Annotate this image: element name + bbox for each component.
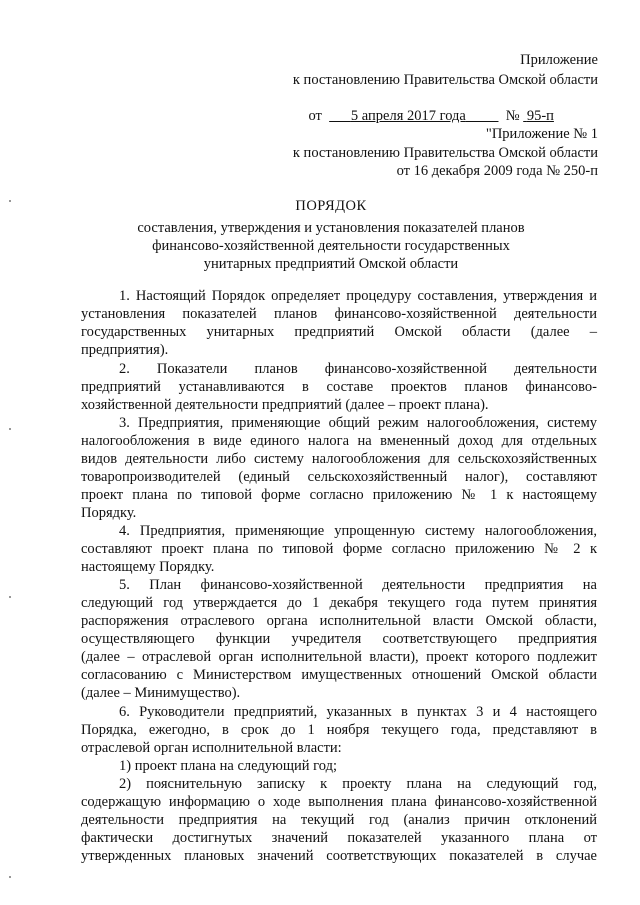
doc-subtitle-2: финансово-хозяйственной деятельности государственных (152, 238, 510, 254)
para-2-line-2: предприятий устанавливаются в составе проектов планов финансово- (81, 379, 597, 395)
para-1-line-2: установления показателей планов финансово-хозяйственной деятельности (81, 306, 597, 322)
para-3-line-1: 3. Предприятия, применяющие общий режим налогообложения, систему (119, 415, 597, 431)
scan-speck (9, 876, 11, 878)
header-date: 5 апреля 2017 года (350, 108, 466, 124)
para-6-item-2-line-4: фактически достигнутых значений показателей указанного плана от (81, 830, 597, 846)
scan-speck (9, 428, 11, 430)
para-4-line-2: составляют проект плана по типовой форме согласно приложению № 2 к (81, 541, 597, 557)
doc-title: ПОРЯДОК (295, 198, 367, 214)
header-number: 95-п (526, 108, 554, 124)
doc-subtitle-3: унитарных предприятий Омской области (203, 256, 459, 272)
doc-subtitle-1: составления, утверждения и установления показателей планов (137, 220, 525, 236)
para-3-line-4: товаропроизводителей (единый сельскохозяйственный налог), составляют (81, 469, 597, 485)
scan-speck (9, 200, 11, 202)
para-5-line-6: согласованию с Министерством имущественных отношений Омской области (81, 667, 597, 683)
para-1-line-3: государственных унитарных предприятий Омской области (далее – (81, 324, 597, 340)
para-1-line-1: 1. Настоящий Порядок определяет процедуру составления, утверждения и (119, 288, 597, 304)
prev-appendix: "Приложение № 1 (485, 126, 598, 142)
para-2-line-3: хозяйственной деятельности предприятий (далее – проект плана). (81, 397, 489, 413)
prev-resolution: к постановлению Правительства Омской области (292, 145, 598, 161)
para-6-item-2-line-3: деятельности предприятия на текущий год (анализ причин отклонений (81, 812, 597, 828)
para-6-line-2: Порядка, ежегодно, в срок до 1 ноября текущего года, представляют в (81, 722, 597, 738)
para-5-line-3: распоряжения отраслевого органа исполнительной власти Омской области, (81, 613, 597, 629)
para-5-line-2: следующий год утверждается до 1 декабря текущего года путем принятия (81, 595, 597, 611)
para-6-line-3: отраслевой орган исполнительной власти: (81, 740, 342, 756)
para-3-line-2: налогообложения в виде единого налога на вмененный доход для отдельных (81, 433, 597, 449)
para-4-line-3: настоящему Порядку. (81, 559, 215, 575)
para-5-line-1: 5. План финансово-хозяйственной деятельности предприятия на (119, 577, 597, 593)
para-5-line-5: (далее – отраслевой орган исполнительной власти), проект которого подлежит (81, 649, 597, 665)
para-6-item-2-line-5: утвержденных плановых значений соответствующих показателей в случае (81, 848, 597, 864)
para-6-item-2-line-1: 2) пояснительную записку к проекту плана на следующий год, (119, 776, 597, 792)
para-2-line-1: 2. Показатели планов финансово-хозяйственной деятельности (119, 361, 597, 377)
header-ot: от (308, 108, 322, 124)
para-6-item-2-line-2: содержащую информацию о ходе выполнения плана финансово-хозяйственной (81, 794, 597, 810)
header-resolution: к постановлению Правительства Омской области (292, 72, 598, 88)
prev-date: от 16 декабря 2009 года № 250-п (396, 163, 598, 179)
para-6-line-1: 6. Руководители предприятий, указанных в пунктах 3 и 4 настоящего (119, 704, 597, 720)
scan-speck (9, 596, 11, 598)
para-3-line-6: Порядку. (81, 505, 137, 521)
para-5-line-4: осуществляющего функции учредителя соответствующего предприятия (81, 631, 597, 647)
para-3-line-3: видов деятельности либо систему налогообложения для сельскохозяйственных (81, 451, 597, 467)
para-6-item-1: 1) проект плана на следующий год; (119, 758, 337, 774)
header-no: № (505, 108, 520, 124)
header-appendix: Приложение (520, 52, 598, 68)
para-3-line-5: проект плана по типовой форме согласно приложению № 1 к настоящему (81, 487, 597, 503)
para-5-line-7: (далее – Минимущество). (81, 685, 241, 701)
para-1-line-4: предприятия). (81, 342, 169, 358)
para-4-line-1: 4. Предприятия, применяющие упрощенную систему налогообложения, (119, 523, 597, 539)
